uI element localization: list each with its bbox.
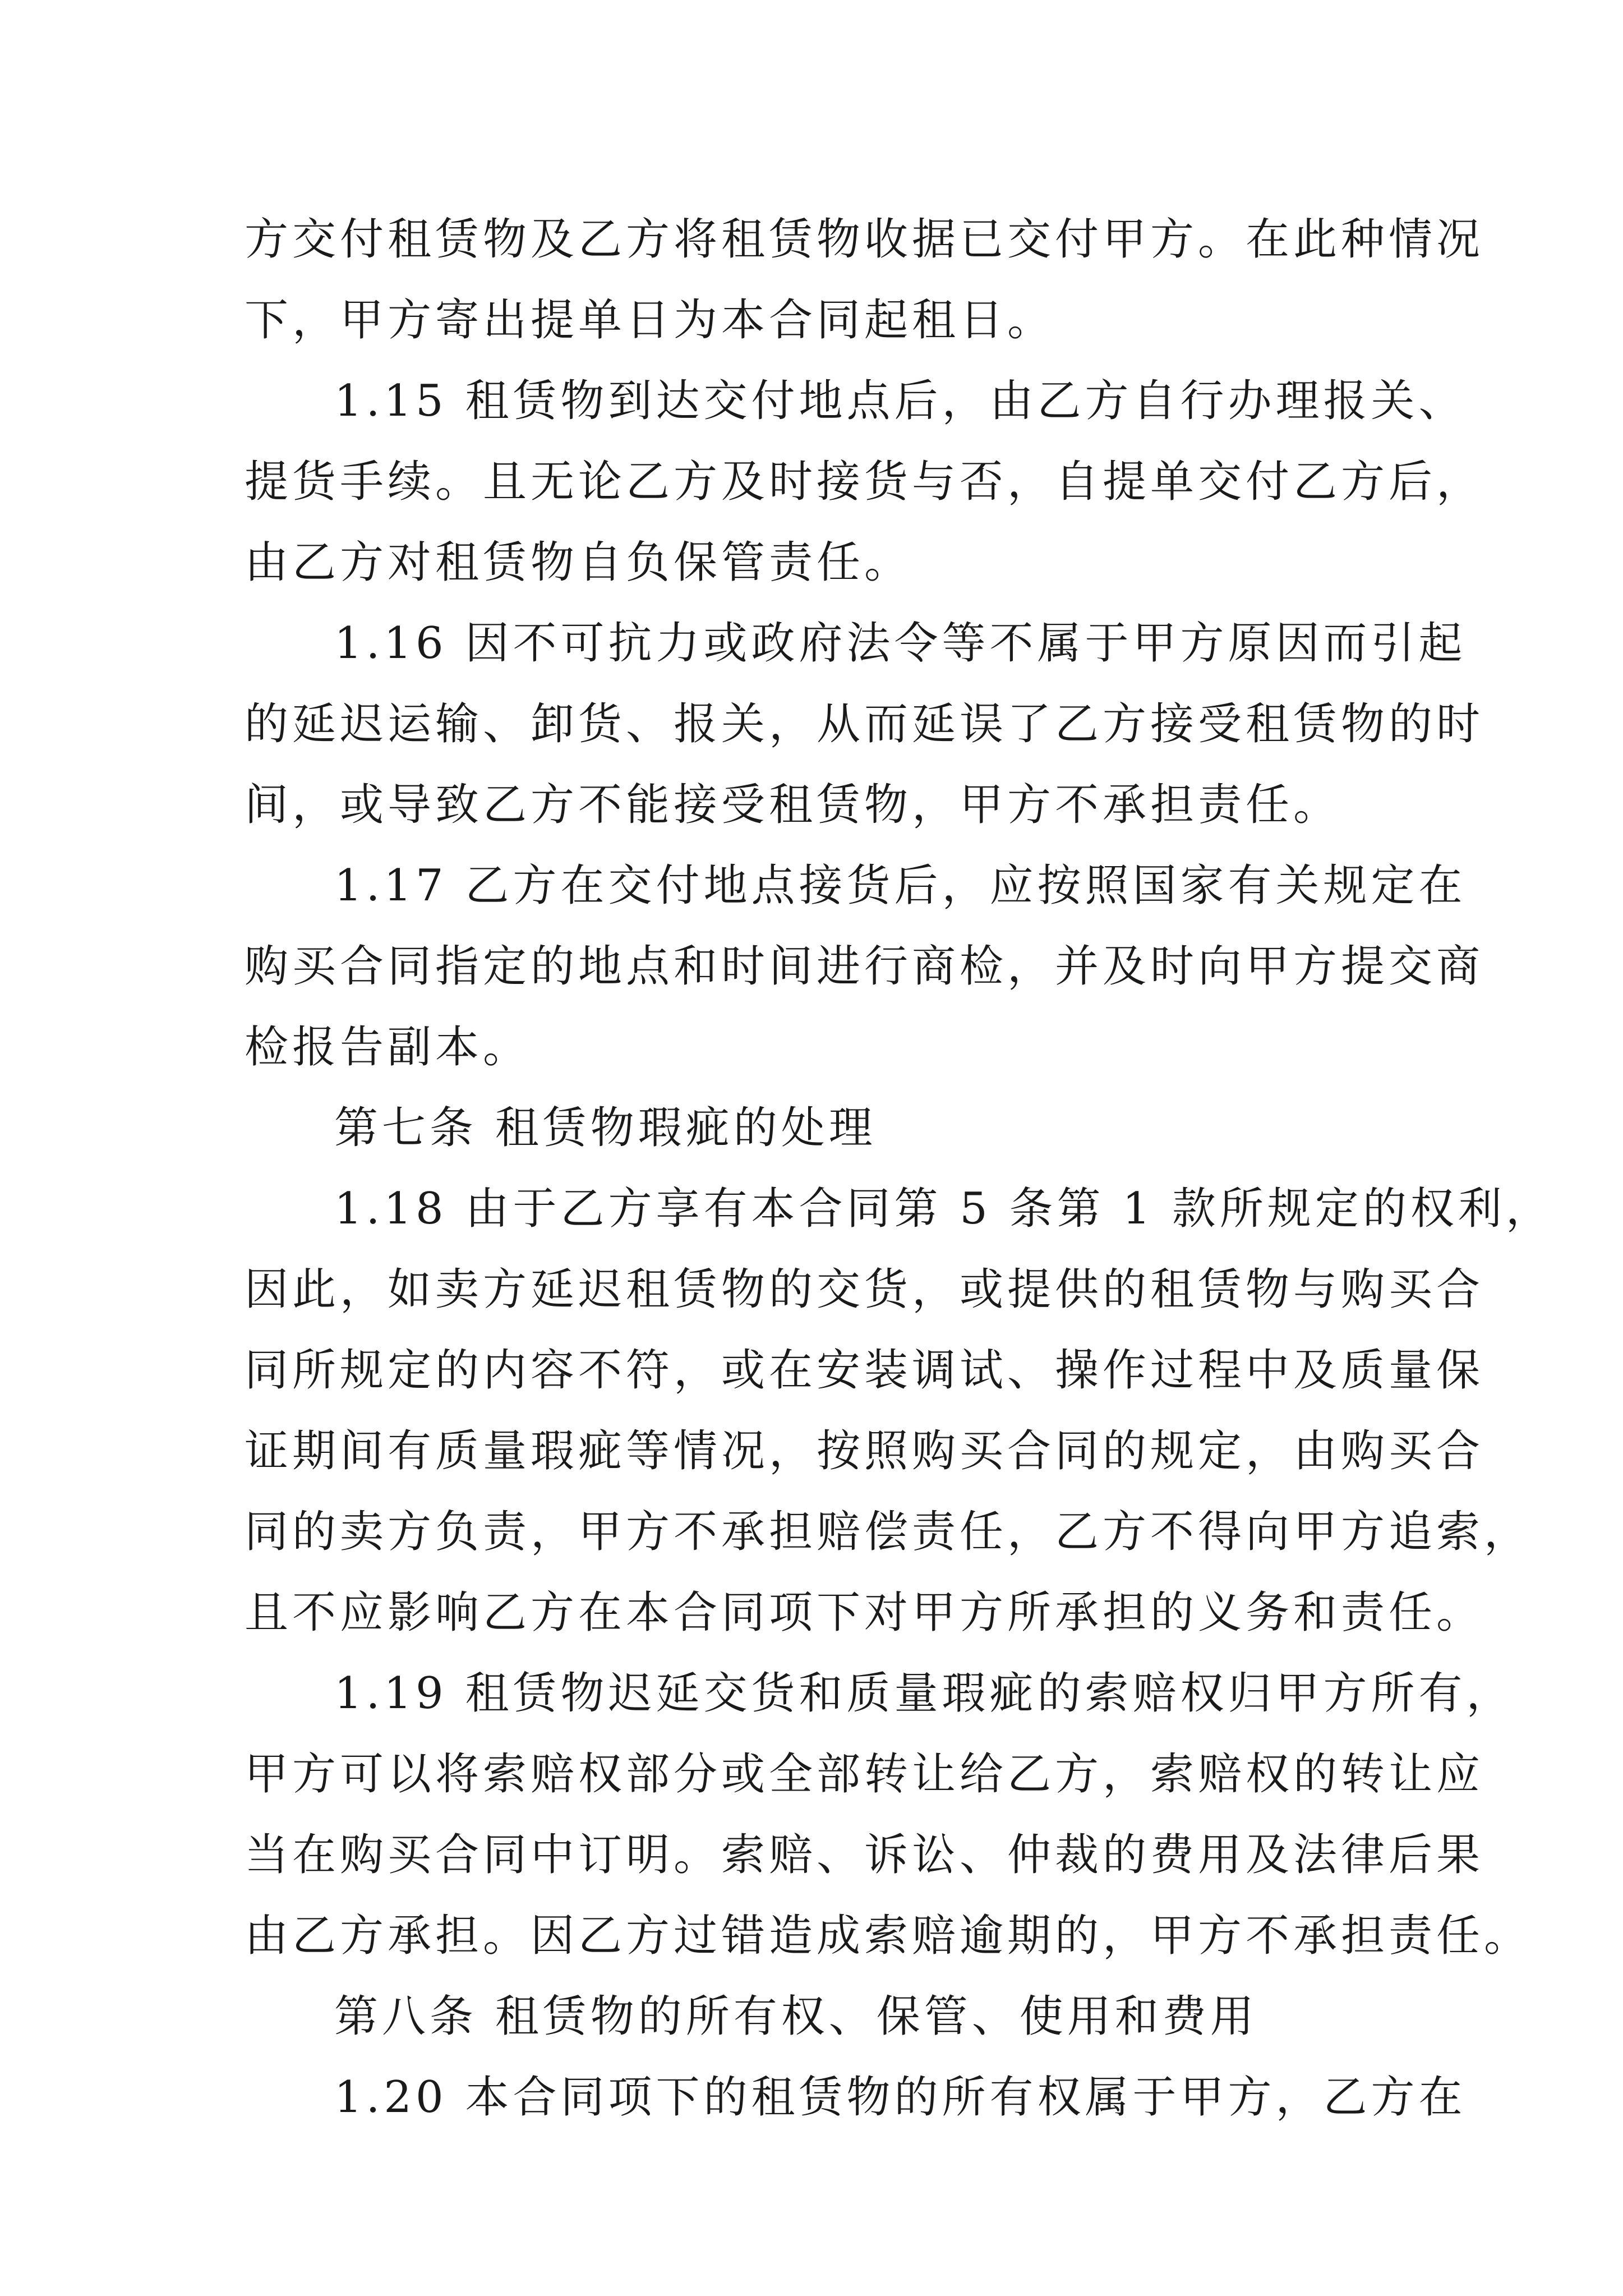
text-line: 同的卖方负责，甲方不承担赔偿责任，乙方不得向甲方追索， [245, 1507, 1532, 1557]
article-8-heading: 第八条 租赁物的所有权、保管、使用和费用 [334, 1991, 1258, 2042]
clause-1-16: 1.16 因不可抗力或政府法令等不属于甲方原因而引起 [334, 618, 1467, 669]
text-line: 下，甲方寄出提单日为本合同起租日。 [245, 295, 1055, 346]
clause-1-17: 1.17 乙方在交付地点接货后，应按照国家有关规定在 [334, 861, 1467, 911]
text-line: 因此，如卖方延迟租赁物的交货，或提供的租赁物与购买合 [245, 1264, 1484, 1315]
clause-1-20: 1.20 本合同项下的租赁物的所有权属于甲方，乙方在 [334, 2072, 1467, 2123]
clause-1-15: 1.15 租赁物到达交付地点后，由乙方自行办理报关、 [334, 376, 1467, 426]
text-line: 由乙方对租赁物自负保管责任。 [245, 537, 912, 588]
text-line: 同所规定的内容不符，或在安装调试、操作过程中及质量保 [245, 1345, 1484, 1396]
text-line: 方交付租赁物及乙方将租赁物收据已交付甲方。在此种情况 [245, 214, 1484, 265]
clause-1-18: 1.18 由于乙方享有本合同第 5 条第 1 款所规定的权利， [334, 1184, 1553, 1234]
clause-1-19: 1.19 租赁物迟延交货和质量瑕疵的索赔权归甲方所有， [334, 1668, 1514, 1719]
article-7-heading: 第七条 租赁物瑕疵的处理 [334, 1103, 877, 1153]
document-body [245, 199, 1553, 2138]
text-line: 的延迟运输、卸货、报关，从而延误了乙方接受租赁物的时 [245, 699, 1484, 749]
text-line: 甲方可以将索赔权部分或全部转让给乙方，索赔权的转让应 [245, 1749, 1484, 1800]
text-line: 间，或导致乙方不能接受租赁物，甲方不承担责任。 [245, 780, 1341, 830]
text-line: 证期间有质量瑕疵等情况，按照购买合同的规定，由购买合 [245, 1426, 1484, 1476]
text-line: 且不应影响乙方在本合同项下对甲方所承担的义务和责任。 [245, 1588, 1484, 1638]
text-line: 检报告副本。 [245, 1022, 531, 1073]
text-line: 由乙方承担。因乙方过错造成索赔逾期的，甲方不承担责任。 [245, 1911, 1532, 1961]
text-line: 提货手续。且无论乙方及时接货与否，自提单交付乙方后， [245, 457, 1484, 507]
text-line: 当在购买合同中订明。索赔、诉讼、仲裁的费用及法律后果 [245, 1830, 1484, 1880]
text-line: 购买合同指定的地点和时间进行商检，并及时向甲方提交商 [245, 941, 1484, 992]
